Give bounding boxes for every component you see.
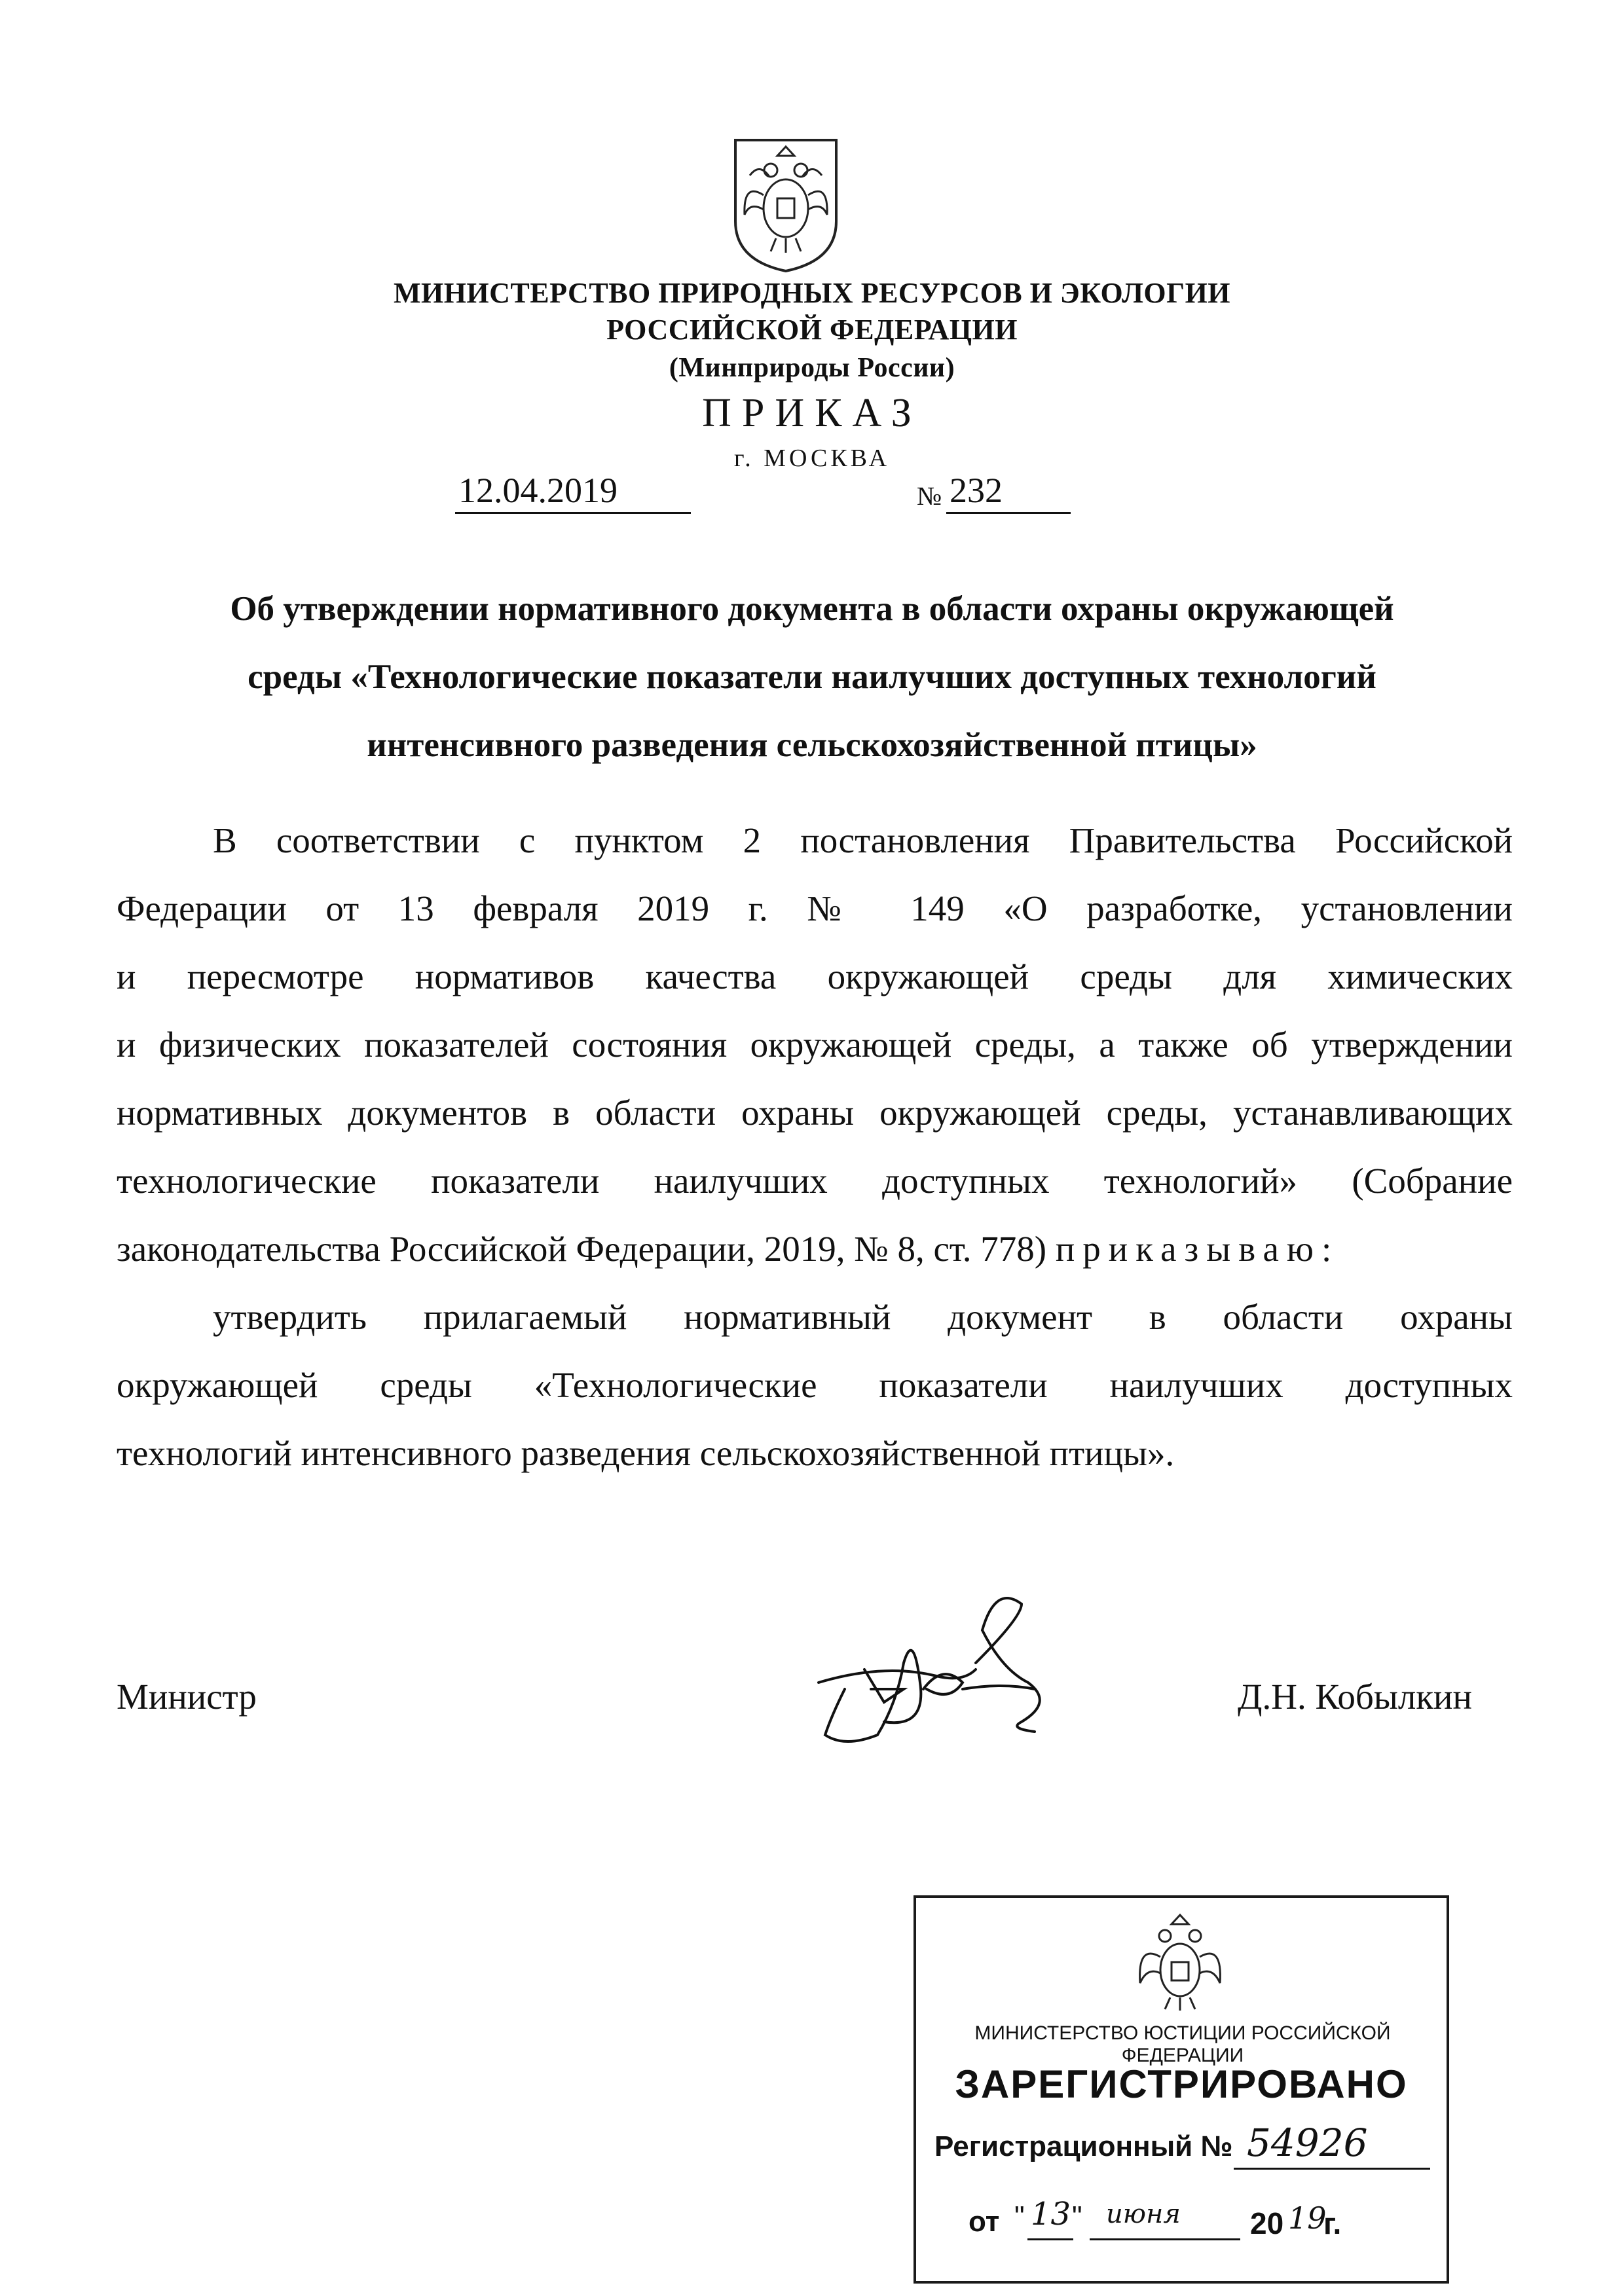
document-title-line3: интенсивного разведения сельскохозяйственной птицы» <box>367 726 1257 764</box>
order-number: 232 <box>950 471 1003 510</box>
number-underline <box>946 512 1071 514</box>
paragraph-line: Федерации от 13 февраля 2019 г. № 149 «О разработке, установлении <box>117 888 1513 928</box>
registration-stamp <box>913 1895 1449 2284</box>
date-underline <box>455 512 691 514</box>
paragraph-line: технологические показатели наилучших доступных технологий» (Собрание <box>117 1161 1513 1201</box>
document-type: ПРИКАЗ <box>702 391 922 435</box>
stamp-month: июня <box>1106 2199 1181 2229</box>
ministry-name-line2: РОССИЙСКОЙ ФЕДЕРАЦИИ <box>606 314 1018 346</box>
stamp-emblem <box>1131 1911 1229 2016</box>
paragraph-line: и пересмотре нормативов качества окружающей среды для химических <box>117 957 1513 996</box>
stamp-year-prefix: 20 <box>1250 2206 1284 2240</box>
stamp-year-end: г. <box>1323 2206 1342 2240</box>
stamp-status: ЗАРЕГИСТРИРОВАНО <box>955 2062 1408 2106</box>
paragraph-line: и физических показателей состояния окружающей среды, а также об утверждении <box>117 1025 1513 1065</box>
stamp-year-suffix: 19 <box>1288 2200 1327 2236</box>
paragraph-line-last: технологий интенсивного разведения сельскохозяйственной птицы». <box>117 1433 1175 1473</box>
paragraph-line: В соответствии с пунктом 2 постановления Правительства Российской <box>213 820 1513 860</box>
paragraph-line: окружающей среды «Технологические показатели наилучших доступных <box>117 1365 1513 1405</box>
stamp-day-quote-close: " <box>1072 2200 1082 2232</box>
coat-of-arms-emblem <box>730 136 841 274</box>
stamp-day-quote-open: " <box>1014 2200 1025 2232</box>
stamp-organization: МИНИСТЕРСТВО ЮСТИЦИИ РОССИЙСКОЙ ФЕДЕРАЦИИ <box>974 2022 1391 2066</box>
reg-number-underline <box>1234 2168 1430 2170</box>
day-underline <box>1027 2238 1073 2240</box>
stamp-day: 13 <box>1031 2196 1071 2232</box>
legal-reference: законодательства Российской Федерации, 2019, № 8, ст. 778) <box>117 1229 1047 1269</box>
paragraph-line: нормативных документов в области охраны окружающей среды, устанавливающих <box>117 1093 1513 1133</box>
stamp-reg-label: Регистрационный № <box>934 2130 1233 2162</box>
document-title-line1: Об утверждении нормативного документа в области охраны окружающей <box>230 590 1394 628</box>
signatory-position: Министр <box>117 1677 257 1717</box>
ministry-short-name: (Минприроды России) <box>669 353 955 383</box>
order-date: 12.04.2019 <box>458 471 618 510</box>
signatory-name: Д.Н. Кобылкин <box>1238 1677 1472 1717</box>
ministry-name-line1: МИНИСТЕРСТВО ПРИРОДНЫХ РЕСУРСОВ И ЭКОЛОГИИ <box>393 277 1231 309</box>
number-label: № <box>917 481 942 511</box>
stamp-from-label: от <box>969 2206 1000 2238</box>
month-underline <box>1090 2238 1240 2240</box>
stamp-reg-number: 54926 <box>1247 2121 1368 2165</box>
paragraph-line: утвердить прилагаемый нормативный документ в области охраны <box>213 1297 1513 1337</box>
handwritten-signature <box>805 1591 1080 1761</box>
city-name: г. МОСКВА <box>733 445 891 472</box>
order-word: приказываю: <box>1055 1229 1340 1269</box>
document-title-line2: среды «Технологические показатели наилучших доступных технологий <box>248 658 1376 696</box>
paragraph-line-last <box>117 1215 1513 1283</box>
